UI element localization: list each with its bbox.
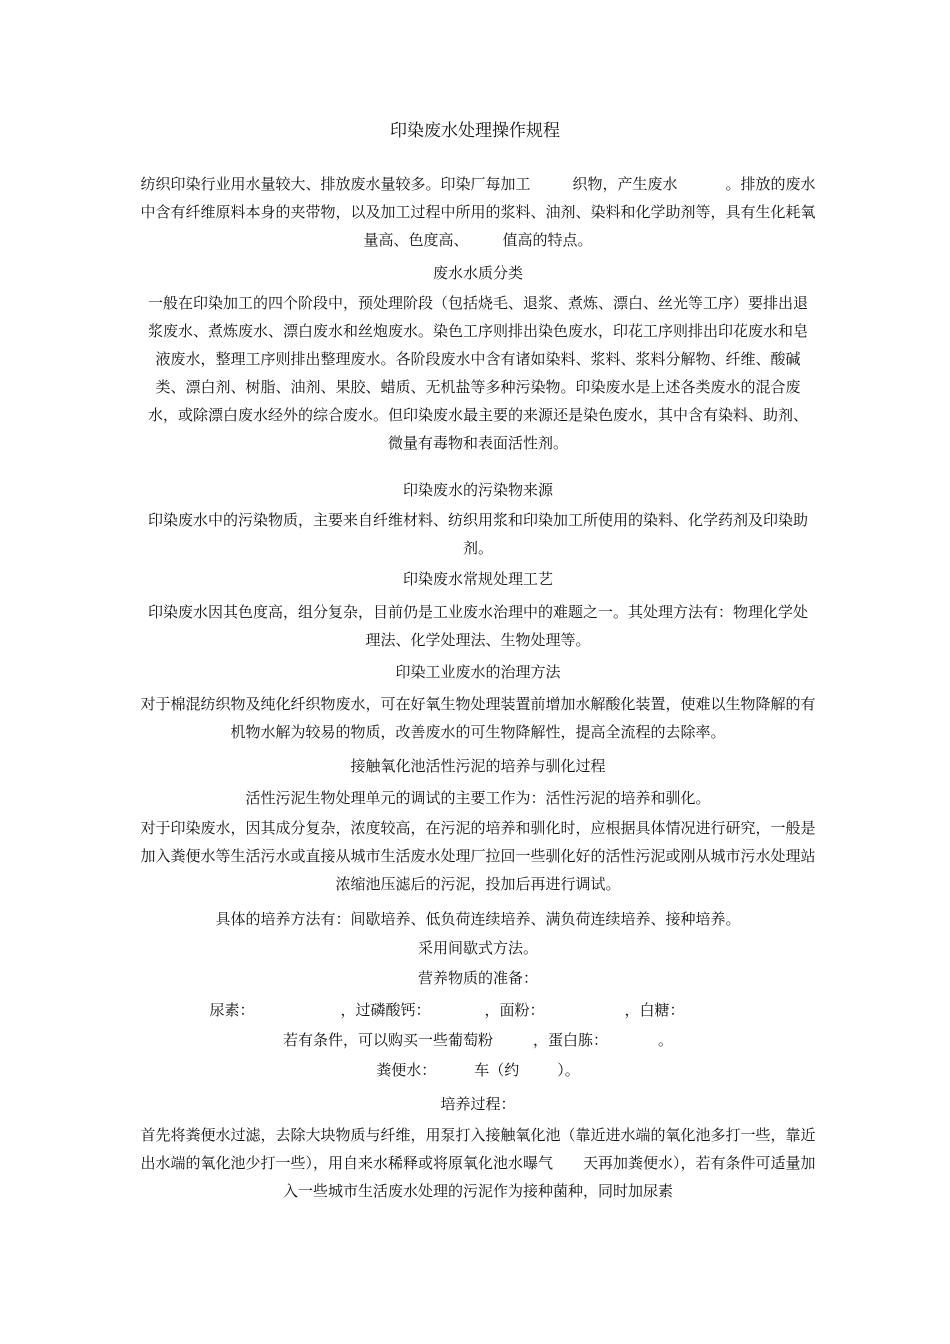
culture-process-text-2: 天再加粪便水），若有条件可适量加入一些城市生活废水处理的污泥作为接种菌种，同时加尿素	[282, 1154, 816, 1200]
sludge-culture-body: 对于印染废水，因其成分复杂，浓度较高，在污泥的培养和驯化时，应根据具体情况进行研究，一般是加入粪便水等生活污水或直接从城市生活废水处理厂拉回一些驯化好的活性污泥或刚从城市污水处理站浓缩池压滤后的污泥，投加后再进行调试。	[140, 819, 816, 893]
sludge-culture-main-work: 活性污泥生物处理单元的调试的主要工作为：活性污泥的培养和驯化。	[245, 789, 711, 807]
section-body-pollutant-source: 印染废水中的污染物质，主要来自纤维材料、纺织用浆和印染加工所使用的染料、化学药剂及印染助剂。	[147, 511, 808, 557]
section-heading-sludge-culture: 接触氧化池活性污泥的培养与驯化过程	[350, 757, 606, 775]
section-heading-pollutant-source: 印染废水的污染物来源	[402, 481, 553, 499]
section-body-water-quality: 一般在印染加工的四个阶段中，预处理阶段（包括烧毛、退浆、煮炼、漂白、丝光等工序）要排出退浆废水、煮炼废水、漂白废水和丝炮废水。染色工序则排出染色废水，印花工序则排出印花废水和皂液废水，整理工序则排出整理废水。各阶段废水中含有诸如染料、浆料、浆料分解物、纤维、酸碱类、漂白剂、树脂、油剂、果胶、蜡质、无机盐等多种污染物。印染废水是上述各类废水的混合废水，或除漂白废水经外的综合废水。但印染废水最主要的来源还是染色废水，其中含有染料、助剂、微量有毒物和表面活性剂。	[147, 294, 808, 452]
nutrient-period: 。	[658, 1031, 674, 1049]
culture-methods: 具体的培养方法有：间歇培养、低负荷连续培养、满负荷连续培养、接种培养。	[215, 910, 741, 928]
nutrient-manure-end: ）。	[557, 1061, 580, 1079]
intro-text-4: 值高的特点。	[502, 231, 593, 249]
nutrient-flour: ，面粉：	[484, 1001, 545, 1019]
intro-text-2: 织物，产生废水	[572, 175, 678, 193]
nutrient-sugar: ，白糖：	[624, 1001, 685, 1019]
nutrient-line-1	[143, 996, 813, 1024]
culture-process-text-1: 首先将粪便水过滤，去除大块物质与纤维，用泵打入接触氧化池（靠近进水端的氧化池多打一些，靠近出水端的氧化池少打一些），用自来水稀释或将原氧化池水曝气	[140, 1126, 816, 1172]
nutrient-glucose: 若有条件，可以购买一些葡萄粉	[282, 1031, 493, 1049]
nutrient-manure-trucks: 车（约	[474, 1061, 520, 1079]
nutrient-peptone: ，蛋白胨：	[532, 1031, 608, 1049]
intro-paragraph	[136, 170, 820, 254]
section-heading-conventional-process: 印染废水常规处理工艺	[402, 570, 553, 588]
intro-text-1: 纺织印染行业用水量较大、排放废水量较多。印染厂每加工	[140, 175, 531, 193]
nutrient-manure: 粪便水：	[376, 1061, 437, 1079]
section-body-treatment-methods: 对于棉混纺织物及纯化纤织物废水，可在好氧生物处理装置前增加水解酸化装置，使难以生物降解的有机物水解为较易的物质，改善废水的可生物降解性，提高全流程的去除率。	[140, 695, 816, 741]
culture-process-body	[136, 1121, 820, 1205]
intro-text-3: 。排放的废水中含有纤维原料本身的夹带物，以及加工过程中所用的浆料、油剂、染料和化学助剂等，具有生化耗氧量高、色度高、	[140, 175, 816, 249]
culture-process-heading: 培养过程：	[440, 1095, 516, 1113]
section-heading-water-quality: 废水水质分类	[432, 264, 523, 282]
nutrient-line-3	[143, 1056, 813, 1084]
nutrient-line-2	[143, 1026, 813, 1054]
section-heading-treatment-methods: 印染工业废水的治理方法	[395, 663, 561, 681]
adopted-method: 采用间歇式方法。	[417, 939, 538, 957]
nutrient-superphosphate: ，过磷酸钙：	[340, 1001, 431, 1019]
section-body-conventional-process: 印染废水因其色度高，组分复杂，目前仍是工业废水治理中的难题之一。其处理方法有：物理化学处理法、化学处理法、生物处理等。	[147, 603, 808, 649]
page-title: 印染废水处理操作规程	[390, 121, 560, 141]
nutrient-heading: 营养物质的准备：	[417, 969, 538, 987]
nutrient-urea: 尿素：	[209, 1001, 255, 1019]
